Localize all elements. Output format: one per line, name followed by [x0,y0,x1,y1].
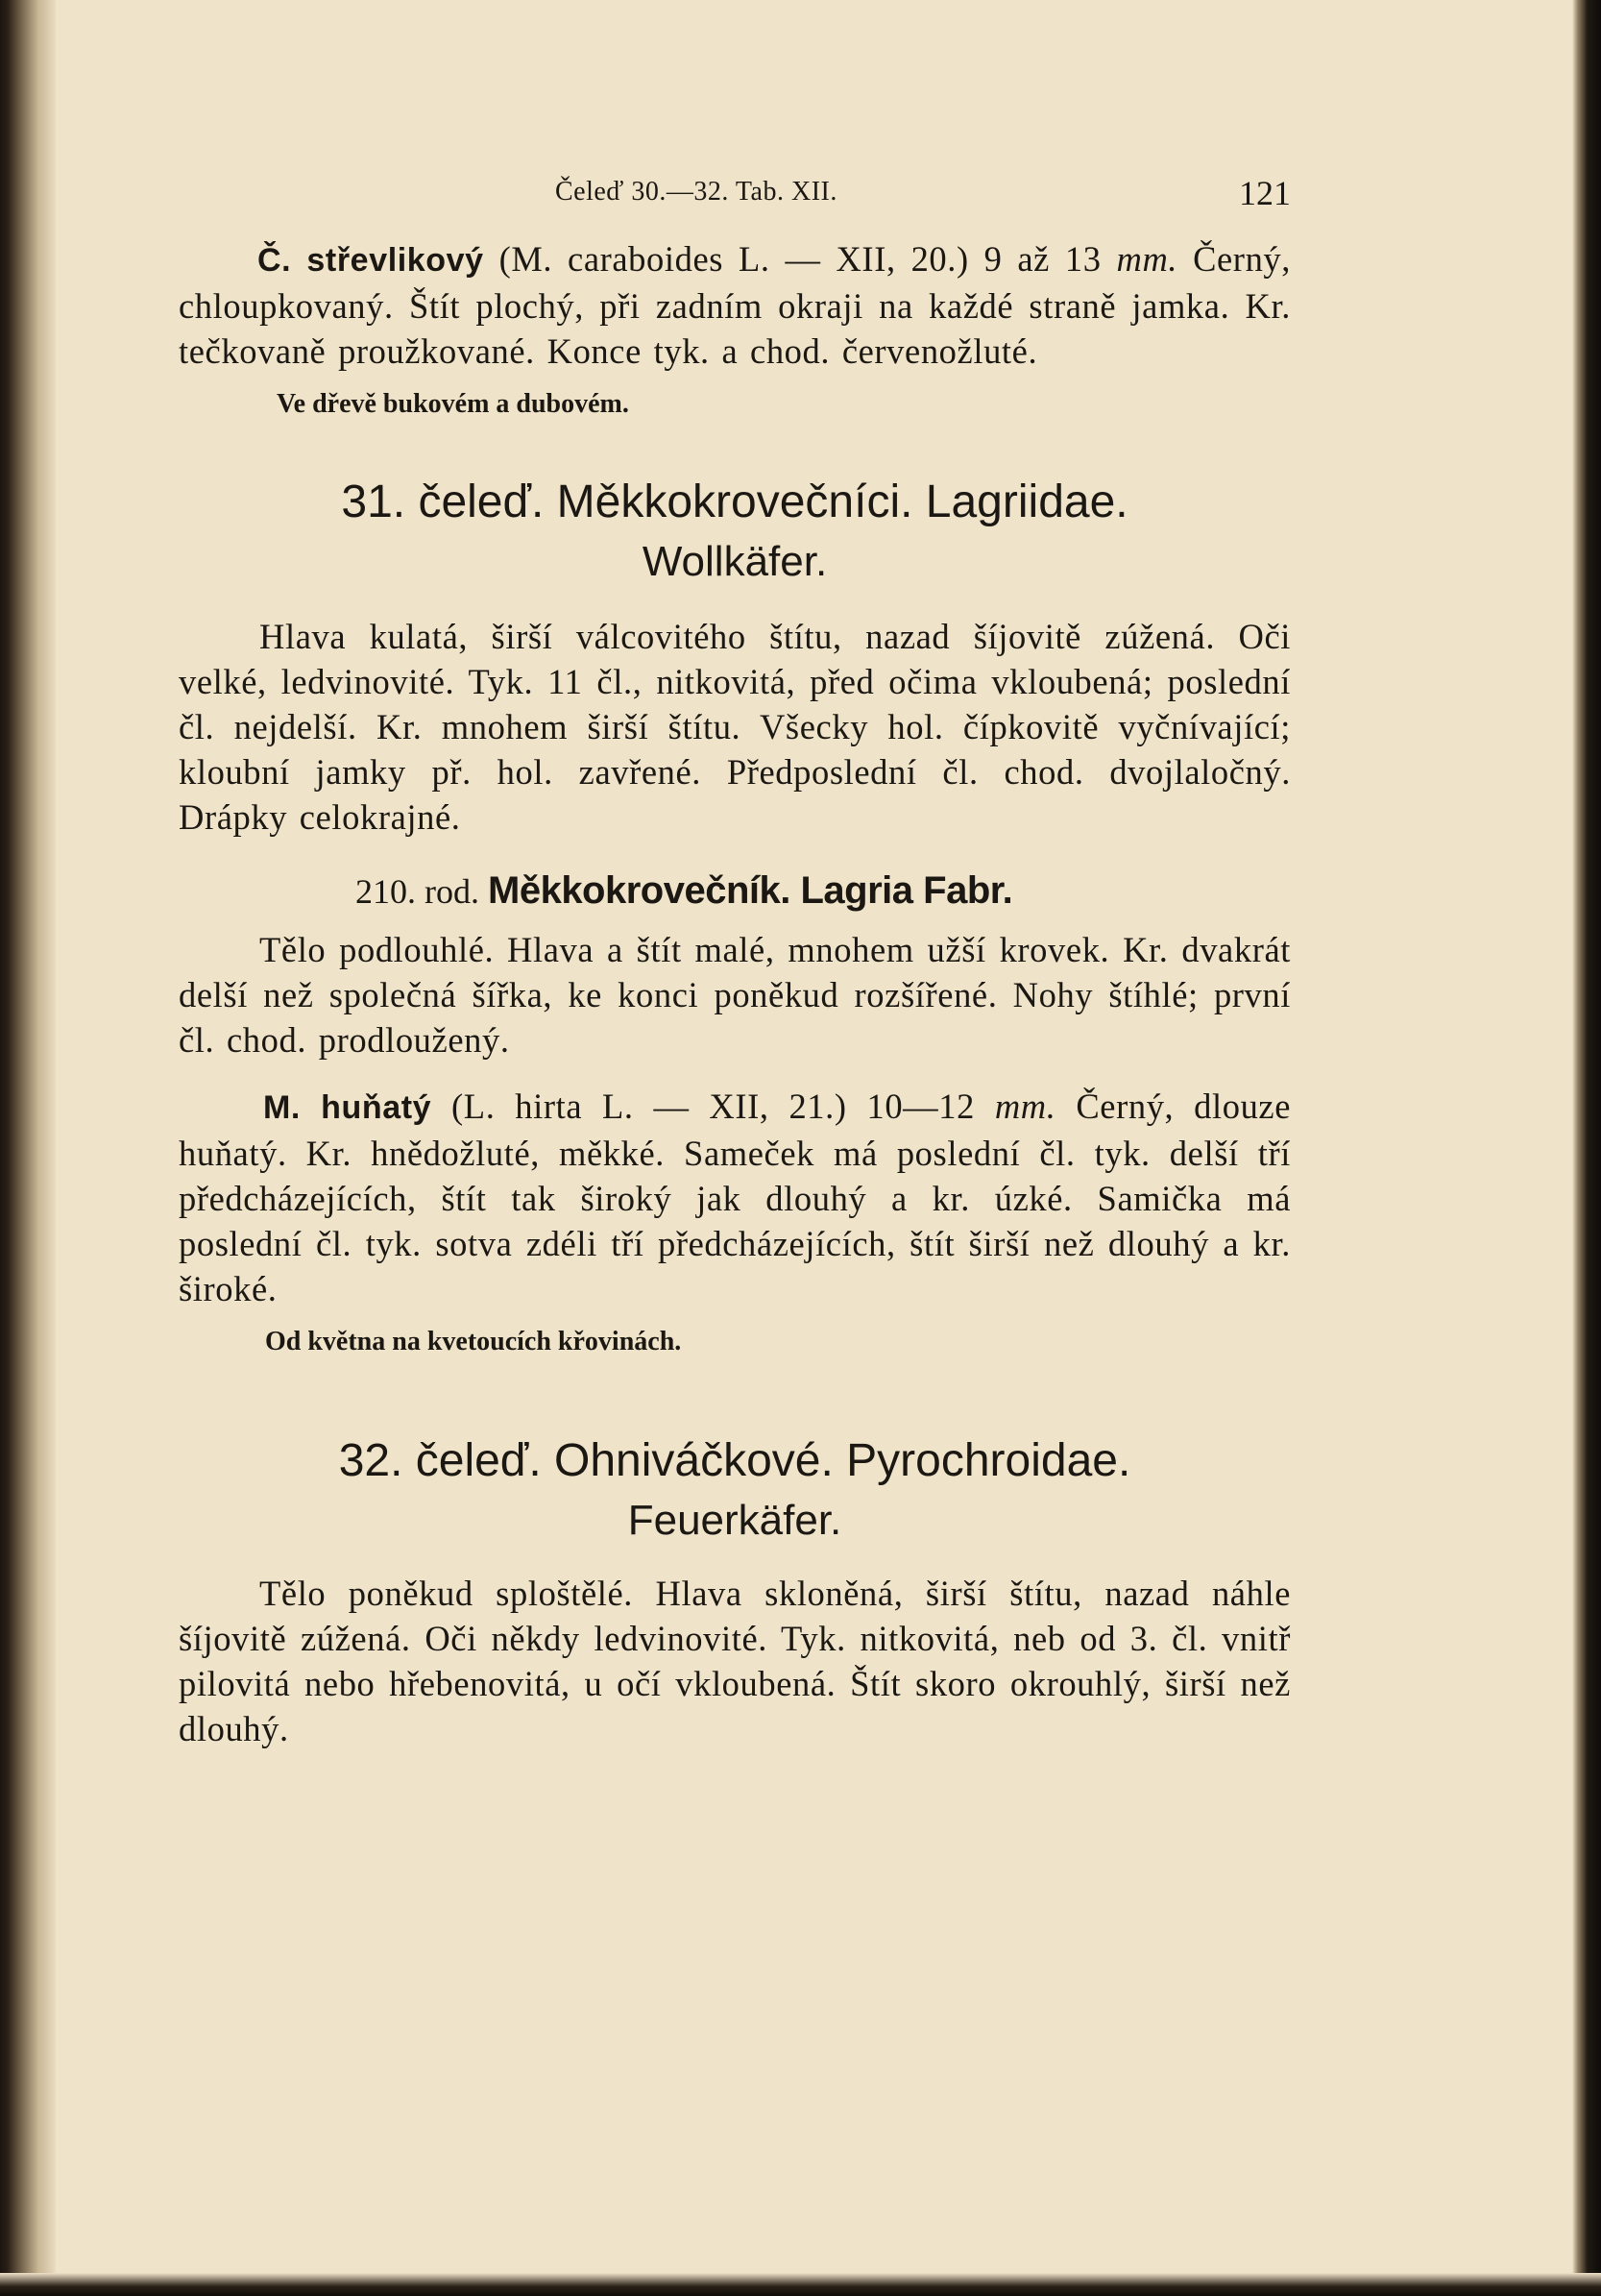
species-name: Č. střevlikový [257,242,484,279]
species-name: M. huňatý [263,1089,432,1126]
unit-mm: mm. [994,1087,1056,1126]
family-description-32: Tělo poněkud sploštělé. Hlava skloněná, širší štítu, nazad náhle šíjovitě zúžená. Oči někdy ledvinovité. Tyk. nitkovitá, neb od 3. čl. vnitř pilovitá nebo hřebenovitá, u očí vkloubená. Štít skoro okrouhlý, širší než dlouhý. [179,1574,1291,1748]
species-description: Černý, chloupkovaný. Štít plochý, při zadním okraji na každé straně jamka. Kr. tečkovaně proužkované. Konce tyk. a chod. červenožluté. [179,239,1291,371]
species-description: Černý, dlouze huňatý. Kr. hnědožluté, měkké. Sameček má poslední čl. tyk. delší tří předcházejících, štít tak široký jak dlouhý a kr. úzké. Samička má poslední čl. tyk. sotva zdéli tří předcházejících, štít širší než dlouhý a kr. široké. [179,1087,1292,1308]
page-number: 121 [1239,174,1291,212]
unit-mm: mm. [1116,239,1178,279]
page-header [179,173,1291,219]
genus-description-210: Tělo podlouhlé. Hlava a štít malé, mnohem užší krovek. Kr. dvakrát delší než společná šířka, ke konci poněkud rozšířené. Nohy štíhlé; první čl. chod. prodloužený. [179,930,1291,1060]
family-description-31: Hlava kulatá, širší válcovitého štítu, nazad šíjovitě zúžená. Oči velké, ledvinovité. Tyk. 11 čl., nitkovitá, před očima vkloubená; poslední čl. nejdelší. Kr. mnohem širší štítu. Všecky hol. čípkovitě vyčnívající; kloubní jamky př. hol. zavřené. Předposlední čl. chod. dvojlaločný. Drápky celokrajné. [179,617,1291,837]
family-subtitle-31: Wollkäfer. [642,538,828,585]
habitat-note: Od května na kvetoucích křovinách. [265,1327,682,1356]
habitat-note: Ve dřevě bukovém a dubovém. [277,389,629,419]
genus-name: Měkkokrovečník. Lagria Fabr. [488,869,1013,912]
running-head: Čeleď 30.—32. Tab. XII. [555,177,837,207]
species-entry-caraboides [179,236,1291,374]
page-binding-edge [0,0,56,2296]
family-title-32: 32. čeleď. Ohniváčkové. Pyrochroidae. [338,1435,1131,1486]
family-subtitle-32: Feuerkäfer. [627,1497,842,1544]
page-content [179,173,1291,1751]
genus-prefix: 210. rod. [355,872,479,911]
page-right-edge [1572,0,1601,2296]
genus-heading-210 [179,867,1291,916]
family-title-31: 31. čeleď. Měkkokrovečníci. Lagriidae. [341,476,1128,527]
species-ref: (M. caraboides L. — XII, 20.) 9 až 13 [498,239,1102,279]
species-ref: (L. hirta L. — XII, 21.) 10—12 [451,1087,975,1126]
species-entry-hirta [179,1084,1291,1311]
page-bottom-edge [0,2273,1601,2296]
